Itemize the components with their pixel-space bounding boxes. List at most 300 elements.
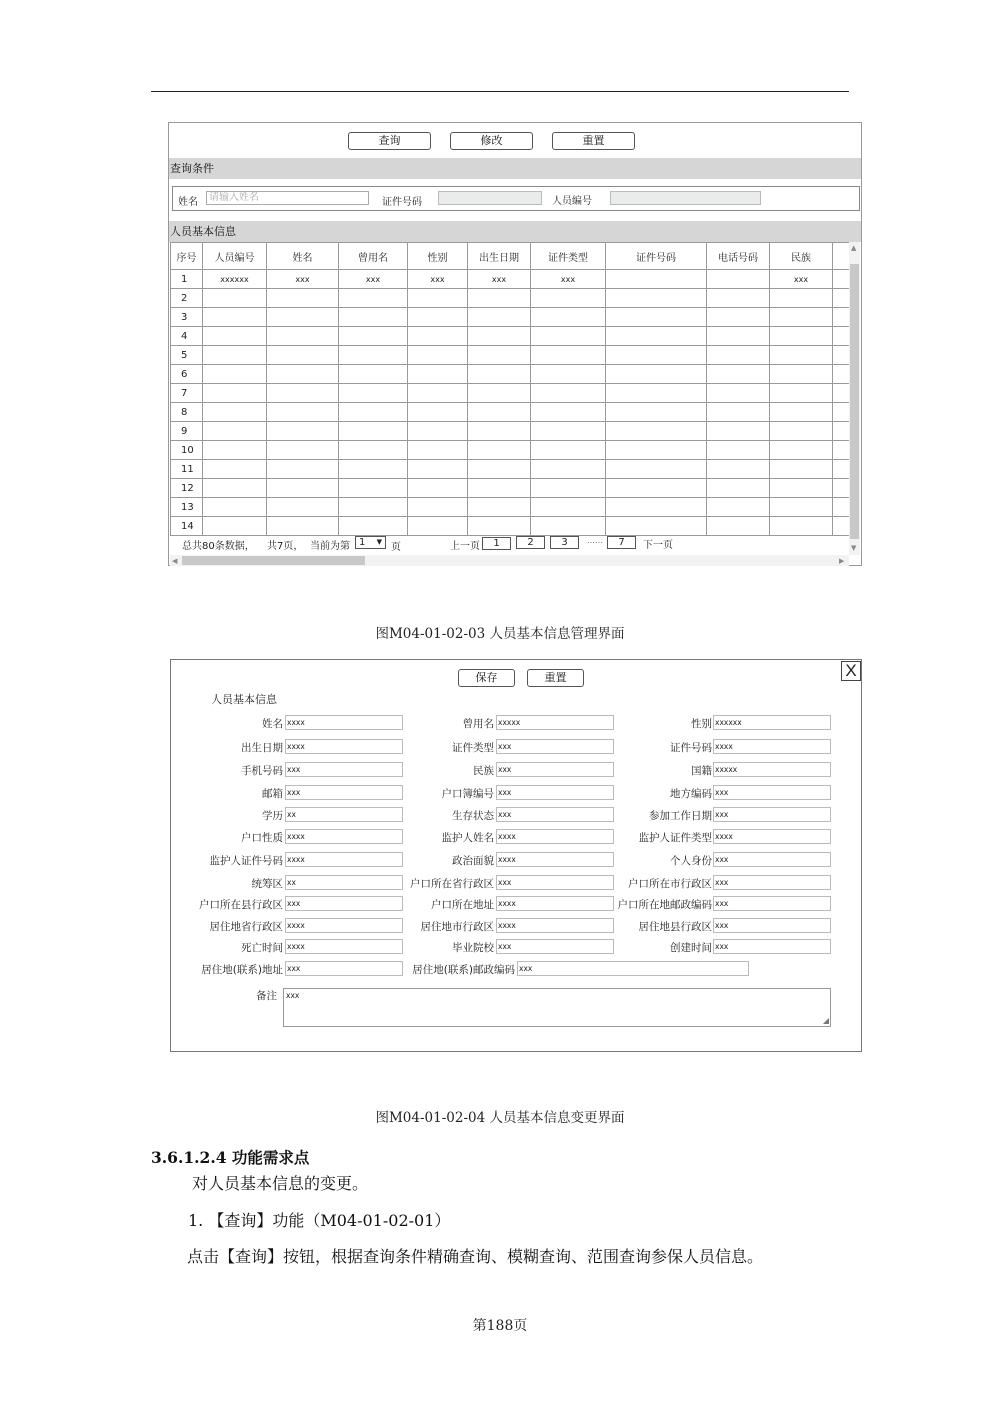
field-input[interactable]: xxxx [285,829,403,844]
table-cell [339,346,408,365]
table-cell [606,479,707,498]
column-header: 性别 [408,243,468,270]
table-cell [707,327,770,346]
horizontal-scrollbar[interactable] [170,555,849,566]
person-number-label: 人员编号 [552,196,592,207]
horizontal-scroll-thumb[interactable] [182,556,365,565]
id-number-label: 证件号码 [382,197,422,208]
table-cell [707,384,770,403]
table-cell: 14 [171,517,203,536]
column-header: 姓名 [267,243,339,270]
table-cell [707,346,770,365]
field-input[interactable]: xxx [517,961,749,976]
table-cell [833,270,850,289]
page-number: 第188页 [472,1318,528,1334]
table-cell [339,517,408,536]
page-select[interactable] [355,536,386,549]
figure-caption-1: 图M04-01-02-03 人员基本信息管理界面 [375,626,625,642]
table-cell [770,327,833,346]
paragraph: 对人员基本信息的变更。 [192,1174,369,1193]
field-label: 曾用名 [462,718,494,730]
table-cell [267,460,339,479]
table-cell [267,441,339,460]
field-input[interactable]: xxx [496,939,614,954]
save-button[interactable]: 保存 [458,669,515,687]
table-cell [770,365,833,384]
list-item: 1. 【查询】功能（M04-01-02-01） [188,1211,451,1230]
column-header: 序号 [171,243,203,270]
table-cell [468,289,531,308]
field-label: 个人身份 [670,855,712,867]
table-cell [770,460,833,479]
field-input[interactable]: xxxxxx [713,715,831,730]
table-cell [770,479,833,498]
table-cell [833,441,850,460]
table-cell [606,422,707,441]
table-cell [339,289,408,308]
table-cell [339,441,408,460]
table-cell [267,403,339,422]
table-cell [468,384,531,403]
table-cell [408,441,468,460]
table-row[interactable] [171,327,850,346]
table-cell [468,498,531,517]
table-row[interactable] [171,460,850,479]
table-cell [203,308,267,327]
field-input[interactable]: xxxx [713,739,831,754]
reset-button[interactable]: 重置 [527,669,584,687]
table-cell [203,460,267,479]
field-input[interactable]: xxxx [496,829,614,844]
field-label: 生存状态 [452,810,494,822]
scroll-right-icon[interactable]: ▶ [839,557,845,565]
field-label: 邮箱 [262,788,283,800]
table-cell [267,384,339,403]
table-cell [408,498,468,517]
table-cell [267,517,339,536]
table-cell [339,403,408,422]
table-cell: 3 [171,308,203,327]
figure-caption-2: 图M04-01-02-04 人员基本信息变更界面 [375,1110,625,1126]
table-cell [203,441,267,460]
table-cell: 1 [171,270,203,289]
table-cell: 2 [171,289,203,308]
table-cell [408,365,468,384]
section-heading: 3.6.1.2.4 功能需求点 [151,1148,310,1167]
table-cell [833,422,850,441]
table-cell [531,441,606,460]
table-cell [770,498,833,517]
table-cell [408,327,468,346]
table-cell [531,517,606,536]
table-cell: 9 [171,422,203,441]
table-header-row [171,243,850,270]
table-cell [707,422,770,441]
table-cell [203,422,267,441]
field-label: 姓名 [262,718,283,730]
field-label: 民族 [473,765,494,777]
field-input[interactable]: xxxx [285,852,403,867]
field-label: 毕业院校 [452,942,494,954]
query-conditions-box [172,186,860,211]
table-cell [339,422,408,441]
ellipsis: …… [587,536,603,545]
field-input[interactable]: xxxx [713,829,831,844]
table-cell: xxx [531,270,606,289]
field-input[interactable]: xxx [713,939,831,954]
table-cell [531,422,606,441]
field-label: 户口所在省行政区 [410,878,494,890]
field-label: 监护人姓名 [441,832,494,844]
field-input[interactable]: xxx [713,875,831,890]
table-row[interactable] [171,517,850,536]
column-header: 出生日期 [468,243,531,270]
field-input[interactable]: xxx [285,762,403,777]
field-input[interactable]: xxx [496,739,614,754]
table-cell [468,479,531,498]
table-cell: 8 [171,403,203,422]
table-cell: 10 [171,441,203,460]
field-input[interactable]: xxxx [285,715,403,730]
table-cell [267,422,339,441]
dialog-section-title: 人员基本信息 [211,693,277,706]
query-conditions-header: 查询条件 [169,158,861,179]
page-3-link[interactable]: 3 [550,536,579,549]
table-cell [203,479,267,498]
person-edit-dialog [170,659,862,1052]
table-cell [408,517,468,536]
table-cell [339,365,408,384]
table-cell [770,403,833,422]
paragraph: 点击【查询】按钮，根据查询条件精确查询、模糊查询、范围查询参保人员信息。 [187,1247,764,1266]
table-cell [531,498,606,517]
table-cell [833,365,850,384]
table-cell [408,384,468,403]
table-cell [408,460,468,479]
field-input[interactable]: xxx [713,918,831,933]
table-cell [531,289,606,308]
column-header: 民族 [770,243,833,270]
field-label: 性别 [691,718,712,730]
table-cell [408,308,468,327]
table-cell: 6 [171,365,203,384]
field-label: 居住地(联系)地址 [201,964,283,976]
table-cell [267,498,339,517]
table-cell [833,403,850,422]
table-cell [606,460,707,479]
field-input[interactable]: xxx [496,807,614,822]
table-cell [707,460,770,479]
table-cell [833,384,850,403]
table-cell [531,384,606,403]
table-cell [339,460,408,479]
table-cell [833,346,850,365]
table-cell [833,479,850,498]
table-cell [408,289,468,308]
field-label: 证件类型 [452,742,494,754]
table-cell [531,327,606,346]
remark-textarea[interactable] [283,988,831,1027]
field-input[interactable]: xxx [496,785,614,800]
table-row[interactable] [171,346,850,365]
field-label: 学历 [262,810,283,822]
column-header [833,243,850,270]
table-row[interactable] [171,403,850,422]
field-input[interactable]: xxx [496,762,614,777]
vertical-scroll-thumb[interactable] [850,264,859,539]
table-cell [267,289,339,308]
table-cell: 13 [171,498,203,517]
table-cell [408,479,468,498]
field-label: 户口性质 [241,832,283,844]
field-input[interactable]: xxx [496,875,614,890]
table-row[interactable] [171,422,850,441]
table-cell [770,441,833,460]
field-input[interactable]: xxx [713,785,831,800]
field-label: 居住地(联系)邮政编码 [412,964,515,976]
column-header: 曾用名 [339,243,408,270]
scroll-up-icon[interactable]: ▲ [851,244,857,252]
table-cell [203,365,267,384]
total-pages-text: 共7页， [267,541,304,552]
table-cell [606,384,707,403]
table-row[interactable] [171,365,850,384]
table-cell [339,327,408,346]
table-cell [833,289,850,308]
field-label: 参加工作日期 [649,810,712,822]
table-cell [606,308,707,327]
table-cell [770,308,833,327]
table-cell [267,365,339,384]
field-label: 国籍 [691,765,712,777]
field-label: 监护人证件号码 [209,855,283,867]
person-info-header: 人员基本信息 [169,221,861,242]
table-cell [267,308,339,327]
field-input[interactable]: xxx [713,852,831,867]
table-cell [770,384,833,403]
column-header: 电话号码 [707,243,770,270]
table-cell [531,479,606,498]
table-cell [833,498,850,517]
table-cell: xxx [267,270,339,289]
field-input[interactable]: xxxx [285,918,403,933]
current-page-prefix: 当前为第 [310,541,350,552]
field-label: 户口所在地址 [431,899,494,911]
chevron-down-icon: ▼ [376,538,382,546]
field-label: 居住地县行政区 [638,921,712,933]
table-cell [203,346,267,365]
table-cell [531,403,606,422]
person-management-screen [168,122,862,566]
resize-grip-icon[interactable]: ◢ [822,1016,829,1025]
field-input[interactable]: xxxx [496,896,614,911]
table-cell [606,346,707,365]
table-cell [606,289,707,308]
page-select-value: 1 [359,537,366,548]
table-cell [707,498,770,517]
field-input[interactable]: xxxx [496,852,614,867]
table-cell: xxxxxx [203,270,267,289]
query-button[interactable]: 查询 [348,132,431,150]
field-input[interactable]: xxxx [285,739,403,754]
table-cell [833,327,850,346]
table-cell [770,422,833,441]
person-table [170,242,850,536]
table-cell [707,479,770,498]
field-label: 户口所在地邮政编码 [617,899,712,911]
table-cell [833,308,850,327]
field-input[interactable]: xxxxx [496,715,614,730]
table-cell [468,517,531,536]
field-input[interactable]: xx [285,807,403,822]
field-label: 户口所在市行政区 [628,878,712,890]
table-row[interactable] [171,308,850,327]
table-cell: xxx [770,270,833,289]
table-cell: 12 [171,479,203,498]
table-cell: 4 [171,327,203,346]
table-cell [468,460,531,479]
page-7-link[interactable]: 7 [607,536,636,549]
table-cell: xxx [339,270,408,289]
table-cell [606,327,707,346]
table-cell [267,346,339,365]
total-records-text: 总共80条数据， [182,541,255,552]
field-input[interactable]: xxx [285,896,403,911]
field-label: 出生日期 [241,742,283,754]
table-cell [267,327,339,346]
field-input[interactable]: xxxxx [713,762,831,777]
table-cell [531,365,606,384]
table-cell [339,498,408,517]
field-label: 户口簿编号 [441,788,494,800]
close-icon[interactable]: X [841,661,861,681]
table-cell [468,403,531,422]
column-header: 证件号码 [606,243,707,270]
table-cell [203,498,267,517]
remark-value: xxx [286,991,300,1000]
table-cell [203,289,267,308]
table-cell [707,441,770,460]
reset-button[interactable]: 重置 [552,132,635,150]
field-label: 证件号码 [670,742,712,754]
field-label: 地方编码 [670,788,712,800]
page-2-link[interactable]: 2 [516,536,545,549]
field-input[interactable]: xxx [285,785,403,800]
table-cell [267,479,339,498]
field-label: 户口所在县行政区 [199,899,283,911]
table-cell [770,517,833,536]
field-label: 政治面貌 [452,855,494,867]
table-row[interactable] [171,479,850,498]
table-cell [707,308,770,327]
field-label: 创建时间 [670,942,712,954]
table-cell: 7 [171,384,203,403]
vertical-scrollbar[interactable] [849,242,860,555]
page-suffix: 页 [391,542,401,553]
id-number-input[interactable] [438,191,542,205]
field-input[interactable]: xxx [713,896,831,911]
table-cell [339,384,408,403]
table-cell [408,422,468,441]
next-page-link[interactable]: 下一页 [643,540,673,551]
field-input[interactable]: xx [285,875,403,890]
field-label: 死亡时间 [241,942,283,954]
person-number-input[interactable] [610,191,761,205]
table-cell [606,441,707,460]
table-cell [468,327,531,346]
table-cell [707,270,770,289]
table-cell [531,346,606,365]
table-cell [203,403,267,422]
field-label: 居住地市行政区 [420,921,494,933]
page-1-link[interactable]: 1 [482,537,511,550]
table-row[interactable] [171,498,850,517]
table-cell [203,327,267,346]
table-cell [770,346,833,365]
table-cell: 11 [171,460,203,479]
table-cell [531,308,606,327]
header-rule [151,91,849,92]
field-label: 监护人证件类型 [638,832,712,844]
table-cell [606,498,707,517]
table-cell [468,365,531,384]
table-cell [606,270,707,289]
modify-button[interactable]: 修改 [450,132,533,150]
table-cell [707,517,770,536]
table-cell [606,365,707,384]
table-cell [408,346,468,365]
column-header: 人员编号 [203,243,267,270]
table-cell [468,308,531,327]
table-cell: xxx [468,270,531,289]
table-row[interactable] [171,441,850,460]
name-label: 姓名 [178,197,198,208]
table-cell [606,403,707,422]
table-cell [468,441,531,460]
table-cell [707,365,770,384]
table-cell [833,460,850,479]
table-cell: xxx [408,270,468,289]
table-row[interactable] [171,270,850,289]
table-cell [833,517,850,536]
column-header: 证件类型 [531,243,606,270]
table-cell [339,479,408,498]
field-input[interactable]: xxxx [496,918,614,933]
table-cell [606,517,707,536]
scroll-down-icon[interactable]: ▼ [851,544,857,552]
prev-page-link[interactable]: 上一页 [450,541,480,552]
field-input[interactable]: xxx [285,961,403,976]
table-row[interactable] [171,384,850,403]
table-cell [468,346,531,365]
table-cell [707,289,770,308]
field-label: 居住地省行政区 [209,921,283,933]
table-cell [770,289,833,308]
scroll-left-icon[interactable]: ◀ [172,557,178,565]
table-cell [408,403,468,422]
table-cell [339,308,408,327]
field-label: 统筹区 [251,878,283,890]
field-input[interactable]: xxx [713,807,831,822]
name-input[interactable]: 请输入姓名 [206,191,369,205]
field-label: 备注 [256,990,277,1002]
table-cell [203,384,267,403]
table-cell [203,517,267,536]
table-cell [468,422,531,441]
field-input[interactable]: xxxx [285,939,403,954]
table-row[interactable] [171,289,850,308]
table-cell [707,403,770,422]
